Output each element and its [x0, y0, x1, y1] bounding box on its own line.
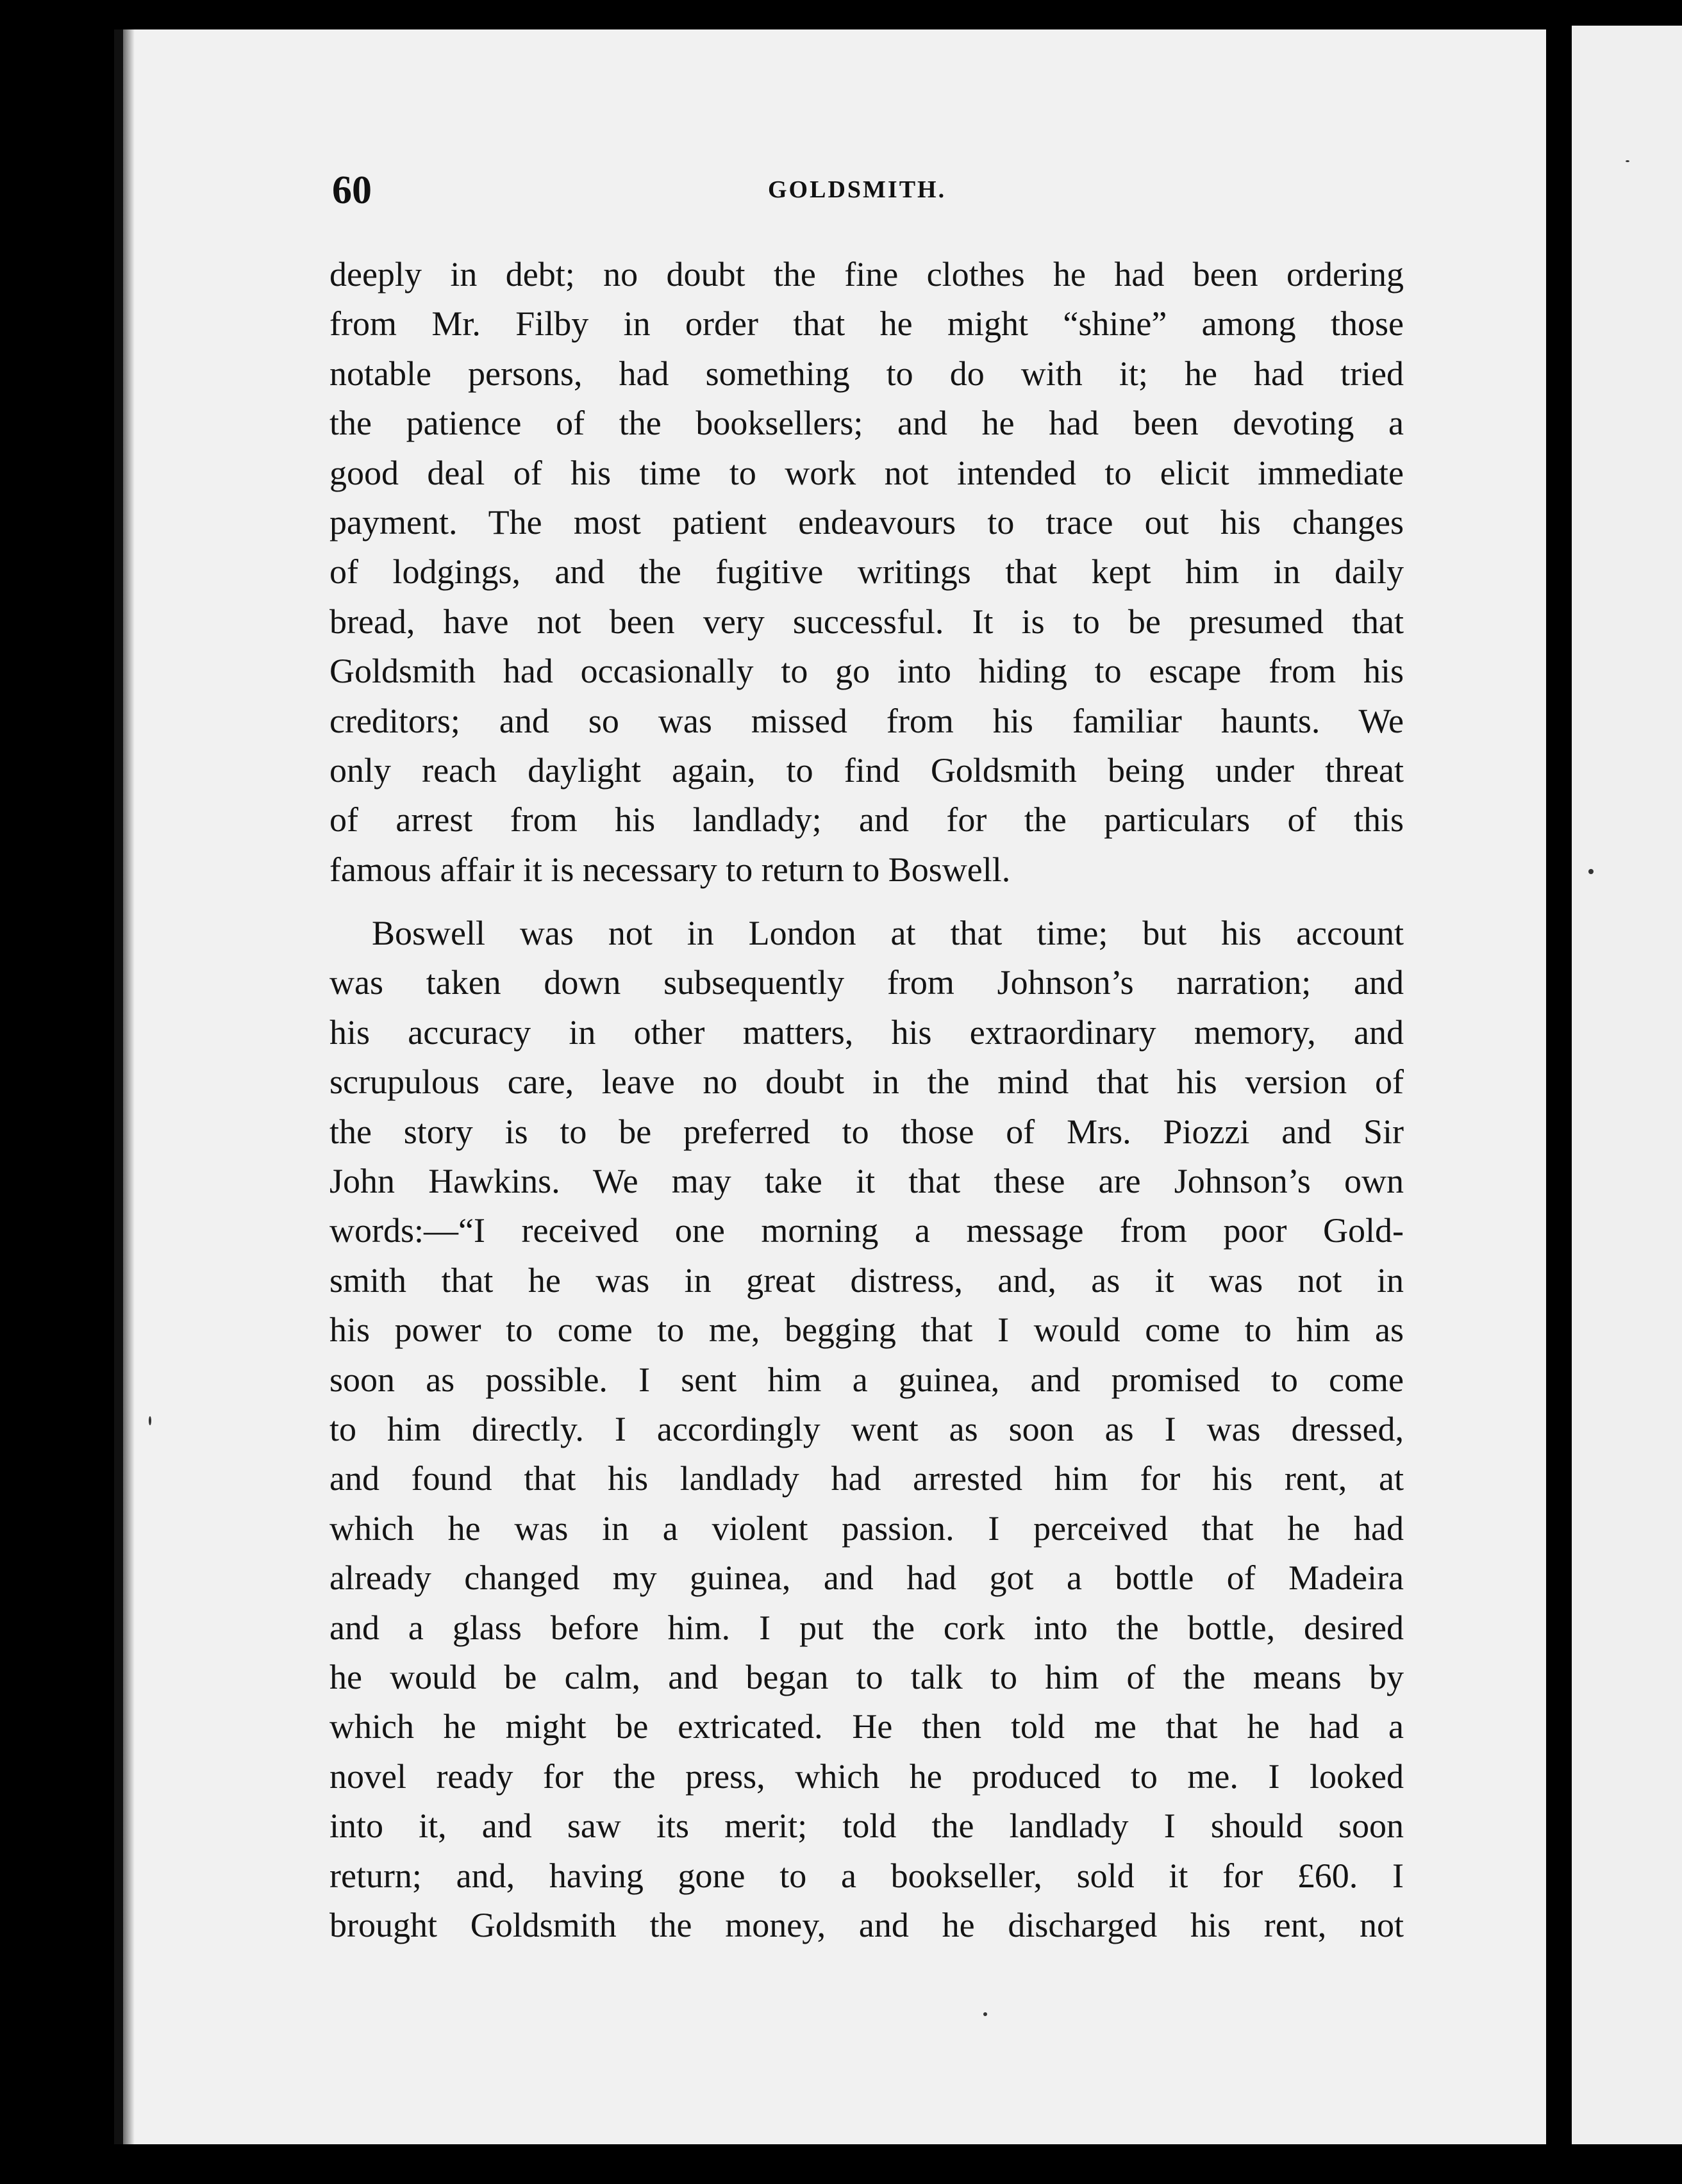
text-line: the patience of the booksellers; and he had been devoting a: [329, 404, 1404, 443]
text-line: deeply in debt; no doubt the fine clothes he had been ordering: [329, 255, 1404, 294]
text-line: of lodgings, and the fugitive writings that kept him in daily: [329, 552, 1404, 592]
text-line: bread, have not been very successful. It is to be presumed that: [329, 602, 1404, 641]
scan-speck: [1626, 160, 1629, 162]
facing-page-edge: [1572, 26, 1682, 2166]
page-binding-shadow: [123, 29, 135, 2144]
text-line: creditors; and so was missed from his familiar haunts. We: [329, 701, 1404, 740]
page-header: [332, 168, 1409, 213]
text-line: of arrest from his landlady; and for the particulars of this: [329, 800, 1404, 840]
page-gutter: [1546, 0, 1572, 2184]
text-line: which he was in a violent passion. I perceived that he had: [329, 1509, 1404, 1548]
text-line: his accuracy in other matters, his extraordinary memory, and: [329, 1013, 1404, 1052]
text-line: payment. The most patient endeavours to trace out his changes: [329, 502, 1404, 542]
page-number: 60: [332, 169, 372, 212]
text-line: words:—“I received one morning a message from poor Gold-: [329, 1211, 1404, 1250]
text-line: return; and, having gone to a bookseller, sold it for £60. I: [329, 1856, 1404, 1895]
scan-bottom-border: [0, 2144, 1682, 2184]
text-line: John Hawkins. We may take it that these are Johnson’s own: [329, 1162, 1404, 1201]
running-head: GOLDSMITH.: [768, 176, 947, 203]
paragraph: [329, 909, 1404, 1950]
text-line: already changed my guinea, and had got a bottle of Madeira: [329, 1559, 1404, 1598]
text-line: novel ready for the press, which he produced to me. I looked: [329, 1757, 1404, 1796]
text-line: the story is to be preferred to those of Mrs. Piozzi and Sir: [329, 1112, 1404, 1151]
text-line: good deal of his time to work not intended to elicit immediate: [329, 453, 1404, 492]
text-line: his power to come to me, begging that I would come to him as: [329, 1311, 1404, 1350]
text-line: soon as possible. I sent him a guinea, and promised to come: [329, 1360, 1404, 1399]
paragraph: [329, 250, 1404, 895]
text-line: and found that his landlady had arrested him for his rent, at: [329, 1459, 1404, 1498]
text-line: scrupulous care, leave no doubt in the mind that his version of: [329, 1063, 1404, 1102]
text-line: brought Goldsmith the money, and he discharged his rent, not: [329, 1905, 1404, 1944]
text-line: to him directly. I accordingly went as soon as I was dressed,: [329, 1409, 1404, 1448]
scan-speck: [149, 1416, 151, 1425]
text-line: Boswell was not in London at that time; but his account: [372, 914, 1404, 953]
text-line: smith that he was in great distress, and, as it was not in: [329, 1261, 1404, 1300]
scan-speck: [983, 2012, 987, 2016]
text-line: which he might be extricated. He then told me that he had a: [329, 1707, 1404, 1746]
text-line: Goldsmith had occasionally to go into hiding to escape from his: [329, 652, 1404, 691]
text-line: only reach daylight again, to find Goldsmith being under threat: [329, 750, 1404, 790]
scan-speck: [1588, 869, 1594, 874]
text-line: notable persons, had something to do with it; he had tried: [329, 354, 1404, 393]
body-text: [329, 250, 1404, 1950]
text-line: into it, and saw its merit; told the landlady I should soon: [329, 1807, 1404, 1846]
text-line: he would be calm, and began to talk to him of the means by: [329, 1657, 1404, 1696]
text-line: and a glass before him. I put the cork into the bottle, desired: [329, 1608, 1404, 1647]
text-line: famous affair it is necessary to return to Boswell.: [329, 850, 1011, 889]
text-line: was taken down subsequently from Johnson’s narration; and: [329, 963, 1404, 1002]
text-line: from Mr. Filby in order that he might “shine” among those: [329, 304, 1404, 343]
